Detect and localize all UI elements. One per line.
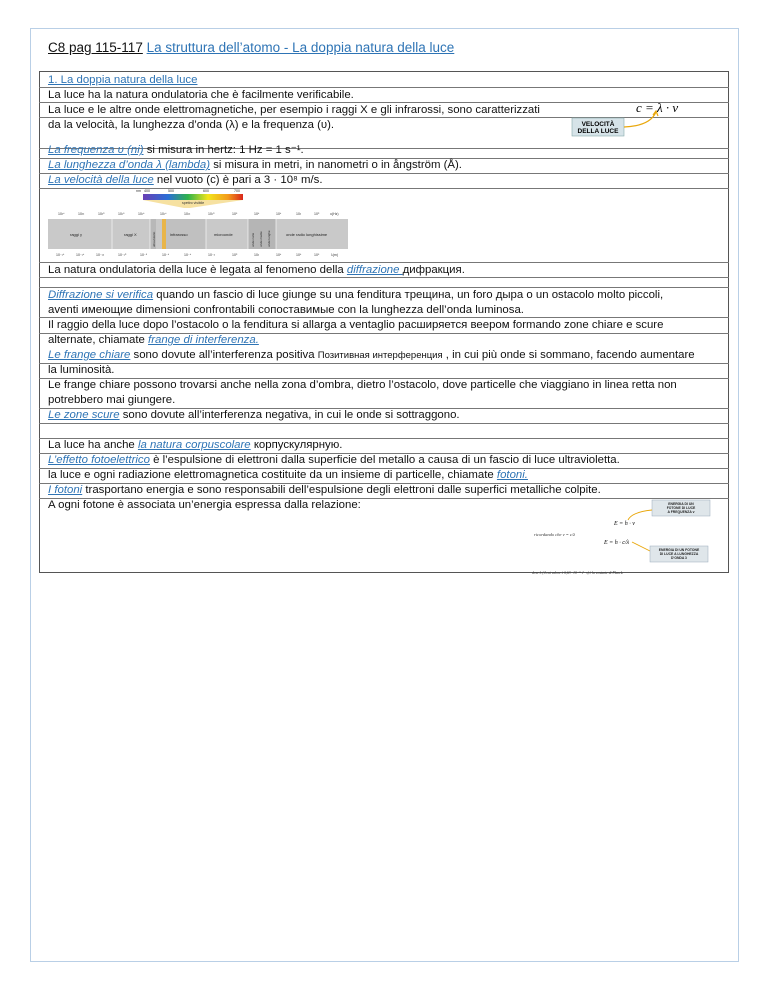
tick: 10⁻¹⁰ (118, 253, 127, 257)
tick: 10¹⁴ (160, 212, 167, 216)
tick: 10¹⁸ (118, 212, 125, 216)
light-speed-formula-figure (570, 98, 730, 138)
corpuscular-term[interactable]: la natura corpuscolare (137, 439, 251, 451)
box1-line: A FREQUENZA ν (667, 510, 695, 514)
diffraction-line: Diffrazione si verifica quando un fascio di luce giunge su una fenditura трещина, un foro дыра o un ostacolo molto piccoli, (48, 289, 664, 301)
dark-zones-line: Le zone scure sono dovute all’interferenza negativa, in cui le onde si sottraggono. (48, 409, 460, 421)
tick: 10⁻¹⁴ (76, 253, 85, 257)
frequency-line: La frequenza υ (ni) si misura in hertz: 1 Hz = 1 s⁻¹. (48, 144, 304, 156)
tick: 10⁻² (208, 253, 215, 257)
tick: 10⁰ (232, 253, 238, 257)
chapter-topic-link[interactable]: La struttura dell’atomo - La doppia natura della luce (146, 40, 455, 55)
fringes-line: alternate, chiamate frange di interferenza. (48, 334, 259, 346)
tick: 10⁻⁴ (184, 253, 192, 257)
tick: 10¹⁰ (208, 212, 215, 216)
box2-line: DI LUCE A LUNGHEZZA (659, 552, 699, 556)
nm-label: 500 (168, 189, 174, 193)
band-label: raggi γ (70, 232, 83, 237)
energy-eq-2: E = h · c/λ (604, 540, 630, 546)
row-divider (39, 363, 729, 364)
tick: υ(Hz) (330, 212, 339, 216)
text-line: A ogni fotone è associata un’energia espressa dalla relazione: (48, 499, 361, 511)
box1-line: FOTONE DI LUCE (666, 506, 696, 510)
text-line: la luminosità. (48, 364, 115, 376)
band-label: microonde (214, 232, 233, 237)
remember-text: ricordando che ν = c/λ (534, 532, 576, 537)
tick: 10² (296, 212, 302, 216)
nm-label: 400 (144, 189, 150, 193)
band-label: onde lunghe (267, 230, 271, 247)
band-label: onde corte (251, 232, 255, 247)
dark-zones-term[interactable]: Le zone scure (48, 409, 120, 421)
corpuscular-line: La luce ha anche la natura corpuscolare корпускулярную. (48, 439, 343, 451)
tick: 10¹⁶ (138, 212, 145, 216)
tick: 10⁶ (296, 253, 302, 257)
photons-link[interactable]: I fotoni (48, 484, 83, 496)
tick: 10⁴ (276, 212, 282, 216)
bright-fringes-line: Le frange chiare sono dovute all’interferenza positiva Позитивная интерференция , in cui più onde si sommano, facendo aumentare (48, 349, 695, 361)
tick: 10⁻⁶ (162, 253, 170, 257)
photons-term[interactable]: fotoni. (496, 469, 528, 481)
photoelectric-line: L’effetto fotoelettrico è l’espulsione di elettroni dalla superficie del metallo a causa di un fascio di luce ultravioletta. (48, 454, 620, 466)
tick: 10⁻¹⁶ (56, 253, 65, 257)
text-line: Il raggio della luce dopo l’ostacolo o la fenditura si allarga a ventaglio расширяется веером formando zone chiare e scure (48, 319, 664, 331)
page-title (48, 40, 454, 55)
tick: 10¹² (184, 212, 191, 216)
photons-energy-line: I fotoni trasportano energia e sono responsabili dell’espulsione degli elettroni dalle superfici metalliche colpite. (48, 484, 601, 496)
tick: 10²⁰ (98, 212, 105, 216)
formula-text: c = λ · v (636, 100, 679, 115)
band-label: infrarosso (170, 232, 188, 237)
box2-line: D’ONDA λ (670, 556, 688, 560)
bright-fringes-term[interactable]: Le frange chiare (48, 349, 131, 361)
formula-label-2: DELLA LUCE (577, 128, 619, 135)
nm-label: 700 (234, 189, 240, 193)
tick: λ(m) (331, 253, 338, 257)
planck-footnote: dove h (il cui valore è 6,63 · 10⁻³⁴ J · s) è la costante di Planck. (532, 571, 624, 575)
text-line: La luce e le altre onde elettromagnetiche, per esempio i raggi X e gli infrarossi, sono caratterizzati (48, 104, 540, 116)
energy-eq-1: E = h · ν (614, 521, 635, 527)
tick: 10⁻¹² (96, 253, 105, 257)
tick: 10⁸ (232, 212, 238, 216)
text-line: potrebbero mai giungere. (48, 394, 176, 406)
text-line: aventi имеющие dimensioni confrontabili сопоставимые con la lunghezza dell’onda luminosa. (48, 304, 524, 316)
photons-def-line: la luce e ogni radiazione elettromagnetica costituite da un insieme di particelle, chiamate fotoni. (48, 469, 528, 481)
tick: 10² (254, 253, 260, 257)
tick: 10⁻⁸ (140, 253, 148, 257)
section-heading[interactable]: 1. La doppia natura della luce (48, 74, 198, 86)
row-divider (39, 423, 729, 424)
visible-spectrum-label: spettro visibile (182, 201, 205, 205)
box2-line: ENERGIA DI UN FOTONE (658, 548, 700, 552)
electromagnetic-spectrum-figure (48, 189, 348, 259)
wavelength-term[interactable]: La lunghezza d’onda λ (lambda) (48, 159, 211, 171)
fringes-term[interactable]: frange di interferenza. (148, 334, 259, 346)
diffraction-term[interactable]: diffrazione (346, 264, 403, 276)
photon-energy-figure (532, 498, 732, 578)
tick: 10⁴ (276, 253, 282, 257)
band-label: onde medie (259, 231, 263, 247)
tick: 10⁶ (254, 212, 260, 216)
tick: 10²⁴ (58, 212, 65, 216)
band-label: ultravioletto (152, 231, 156, 247)
nm-label: 600 (203, 189, 209, 193)
velocity-line: La velocità della luce nel vuoto (c) è pari a 3 · 10⁸ m/s. (48, 174, 323, 186)
velocity-term[interactable]: La velocità della luce (48, 174, 154, 186)
band-label: onde radio lunghissime (286, 232, 328, 237)
photoelectric-term[interactable]: L’effetto fotoelettrico (48, 454, 150, 466)
text-line: Le frange chiare possono trovarsi anche nella zona d’ombra, dietro l’ostacolo, dove particelle che viaggiano in linea retta non (48, 379, 677, 391)
text-line: La luce ha la natura ondulatoria che è facilmente verificabile. (48, 89, 354, 101)
frequency-term[interactable]: La frequenza υ (ni) (48, 144, 144, 156)
tick: 10²² (78, 212, 85, 216)
text-line: da la velocità, la lunghezza d’onda (λ) e la frequenza (υ). (48, 119, 335, 131)
box1-line: ENERGIA DI UN (668, 502, 694, 506)
tick: 10⁸ (314, 253, 320, 257)
band-label: raggi X (124, 232, 137, 237)
nm-label: nm (136, 189, 141, 193)
formula-label-1: VELOCITÀ (581, 121, 615, 128)
wavelength-line: La lunghezza d’onda λ (lambda) si misura in metri, in nanometri o in ångström (Å). (48, 159, 462, 171)
chapter-code: C8 pag 115-117 (48, 40, 143, 55)
tick: 10⁰ (314, 212, 320, 216)
diffraction-def-term[interactable]: Diffrazione si verifica (48, 289, 154, 301)
diffraction-intro-line: La natura ondulatoria della luce è legata al fenomeno della diffrazione дифракция. (48, 264, 465, 276)
